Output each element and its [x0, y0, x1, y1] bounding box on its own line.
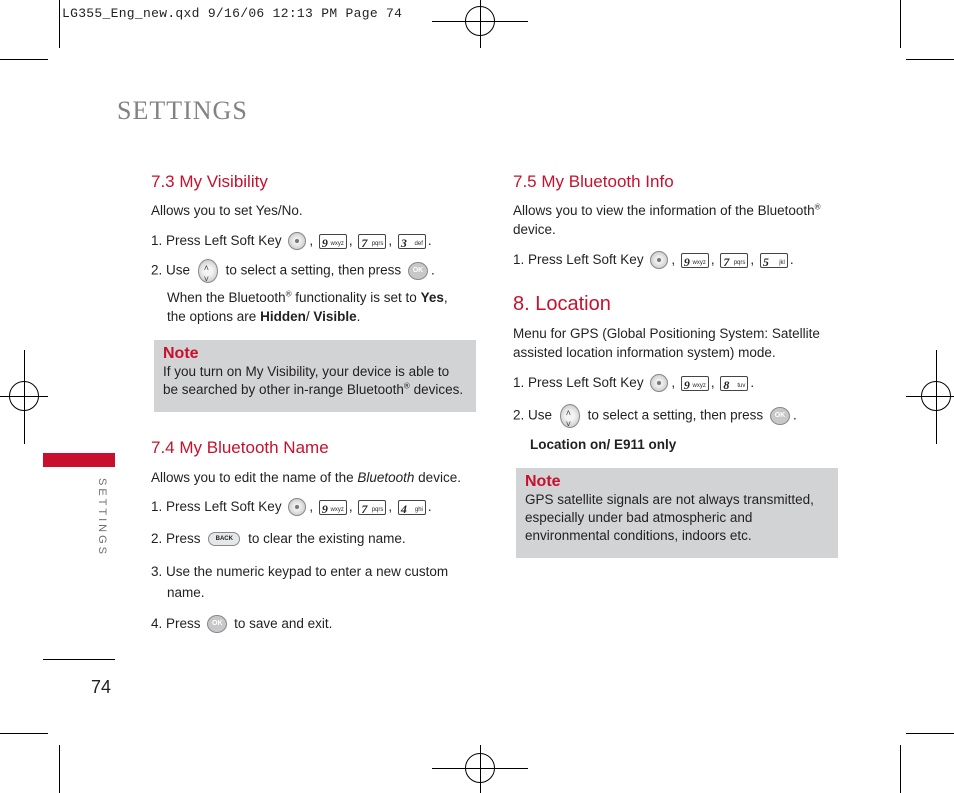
section-title-my-visibility: 7.3 My Visibility	[151, 172, 268, 191]
navigation-key-icon	[198, 259, 218, 283]
bluetooth-name-step-3: 3. Use the numeric keypad to enter a new custom name.	[151, 564, 449, 600]
key-9-icon: 9 wxyz	[319, 500, 347, 515]
crop-mark	[906, 733, 954, 734]
section-title-my-bluetooth-name: 7.4 My Bluetooth Name	[151, 438, 329, 457]
visibility-options-text: When the Bluetooth® functionality is set to Yes, the options are Hidden/ Visible.	[167, 289, 448, 324]
registration-circle	[465, 6, 495, 36]
registration-circle	[9, 381, 39, 411]
location-step-2: 2. Use ˄ ˅ to select a setting, then press OK .	[513, 404, 797, 428]
crop-mark	[59, 745, 60, 793]
bluetooth-info-intro: Allows you to view the information of the Bluetooth® device.	[513, 202, 821, 237]
section-title-location: 8. Location	[513, 293, 611, 315]
note-title: Note	[525, 473, 561, 490]
location-intro: Menu for GPS (Global Positioning System: Satellite assisted location information system) mode.	[513, 326, 820, 360]
bluetooth-name-step-1: 1. Press Left Soft Key , 9 wxyz , 7 pqrs , 4 ghi .	[151, 499, 432, 516]
key-9-icon: 9 wxyz	[681, 376, 709, 391]
crop-mark	[900, 745, 901, 793]
left-soft-key-icon	[650, 251, 668, 269]
crop-mark	[906, 59, 954, 60]
page-number-rule	[43, 659, 115, 660]
visibility-step-2: 2. Use ˄ ˅ to select a setting, then press OK .	[151, 259, 435, 283]
key-7-icon: 7 pqrs	[358, 234, 386, 249]
file-slug: LG355_Eng_new.qxd 9/16/06 12:13 PM Page 74	[62, 6, 403, 21]
registration-circle	[921, 381, 951, 411]
navigation-key-icon	[560, 404, 580, 428]
crop-mark	[0, 59, 48, 60]
visibility-note	[154, 340, 476, 412]
step-text: 1. Press Left Soft Key	[151, 233, 282, 248]
key-7-icon: 7 pqrs	[720, 253, 748, 268]
bluetooth-info-step-1: 1. Press Left Soft Key , 9 wxyz , 7 pqrs , 5 jkl .	[513, 252, 794, 269]
location-note	[516, 468, 838, 558]
visibility-step-1: 1. Press Left Soft Key , 9 wxyz , 7 pqrs , 3 def .	[151, 233, 432, 250]
key-3-icon: 3 def	[398, 234, 426, 249]
page-header: SETTINGS	[117, 96, 248, 125]
bluetooth-name-step-4: 4. Press OK to save and exit.	[151, 614, 332, 633]
note-title: Note	[163, 345, 199, 362]
bluetooth-name-step-2: 2. Press BACK to clear the existing name.	[151, 531, 406, 546]
crop-mark	[59, 0, 60, 48]
ok-key-icon: OK	[207, 615, 227, 633]
ok-key-icon: OK	[408, 262, 428, 280]
visibility-intro: Allows you to set Yes/No.	[151, 203, 303, 218]
registration-circle	[465, 753, 495, 783]
key-5-icon: 5 jkl	[760, 253, 788, 268]
left-soft-key-icon	[288, 498, 306, 516]
key-7-icon: 7 pqrs	[358, 500, 386, 515]
section-tab	[43, 453, 115, 467]
key-4-icon: 4 ghi	[398, 500, 426, 515]
side-section-label: SETTINGS	[96, 478, 108, 558]
page-number: 74	[91, 677, 112, 697]
location-step-1: 1. Press Left Soft Key , 9 wxyz , 8 tuv .	[513, 375, 755, 392]
left-soft-key-icon	[288, 232, 306, 250]
ok-key-icon: OK	[770, 407, 790, 425]
note-body: GPS satellite signals are not always transmitted, especially under bad atmospheric and environmental conditions, indoors etc.	[525, 492, 814, 543]
section-title-my-bluetooth-info: 7.5 My Bluetooth Info	[513, 172, 674, 191]
key-8-icon: 8 tuv	[720, 376, 748, 391]
location-options: Location on/ E911 only	[530, 437, 677, 452]
back-key-icon: BACK	[208, 532, 240, 546]
note-body: If you turn on My Visibility, your device is able to be searched by other in-range Bluetooth® devices.	[163, 364, 464, 397]
bluetooth-name-intro: Allows you to edit the name of the Bluetooth device.	[151, 470, 461, 485]
crop-mark	[900, 0, 901, 48]
key-9-icon: 9 wxyz	[681, 253, 709, 268]
crop-mark	[0, 733, 48, 734]
key-9-icon: 9 wxyz	[319, 234, 347, 249]
left-soft-key-icon	[650, 374, 668, 392]
